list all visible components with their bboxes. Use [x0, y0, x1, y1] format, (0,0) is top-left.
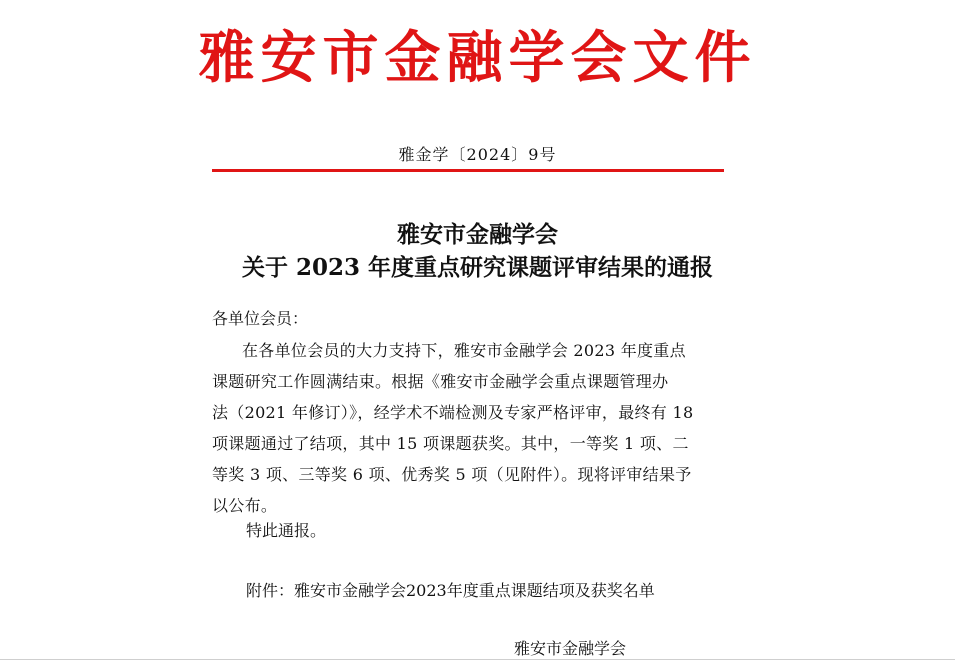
title-issuer: 雅安市金融学会: [397, 221, 558, 248]
closing-remark: 特此通报。: [246, 521, 327, 540]
body-line: 以公布。: [212, 496, 278, 515]
document-number: 雅金学〔2024〕9号: [398, 145, 557, 164]
page-bottom-border: [0, 659, 955, 660]
signature-issuer: 雅安市金融学会: [514, 639, 627, 658]
body-line: 法（2021 年修订）》，经学术不端检测及专家严格评审，最终有 18: [212, 403, 694, 422]
body-line: 在各单位会员的大力支持下，雅安市金融学会 2023 年度重点: [242, 341, 686, 360]
red-divider: [212, 169, 724, 172]
body-line: 项课题通过了结项，其中 15 项课题获奖。其中，一等奖 1 项、二: [212, 434, 689, 453]
title-subject: 关于 2023 年度重点研究课题评审结果的通报: [241, 254, 714, 281]
document-masthead: 雅安市金融学会文件: [198, 26, 757, 91]
salutation: 各单位会员：: [212, 309, 309, 328]
attachment-note: 附件：雅安市金融学会2023年度重点课题结项及获奖名单: [246, 581, 655, 600]
body-line: 等奖 3 项、三等奖 6 项、优秀奖 5 项（见附件）。现将评审结果予: [212, 465, 692, 484]
body-line: 课题研究工作圆满结束。根据《雅安市金融学会重点课题管理办: [212, 372, 669, 391]
